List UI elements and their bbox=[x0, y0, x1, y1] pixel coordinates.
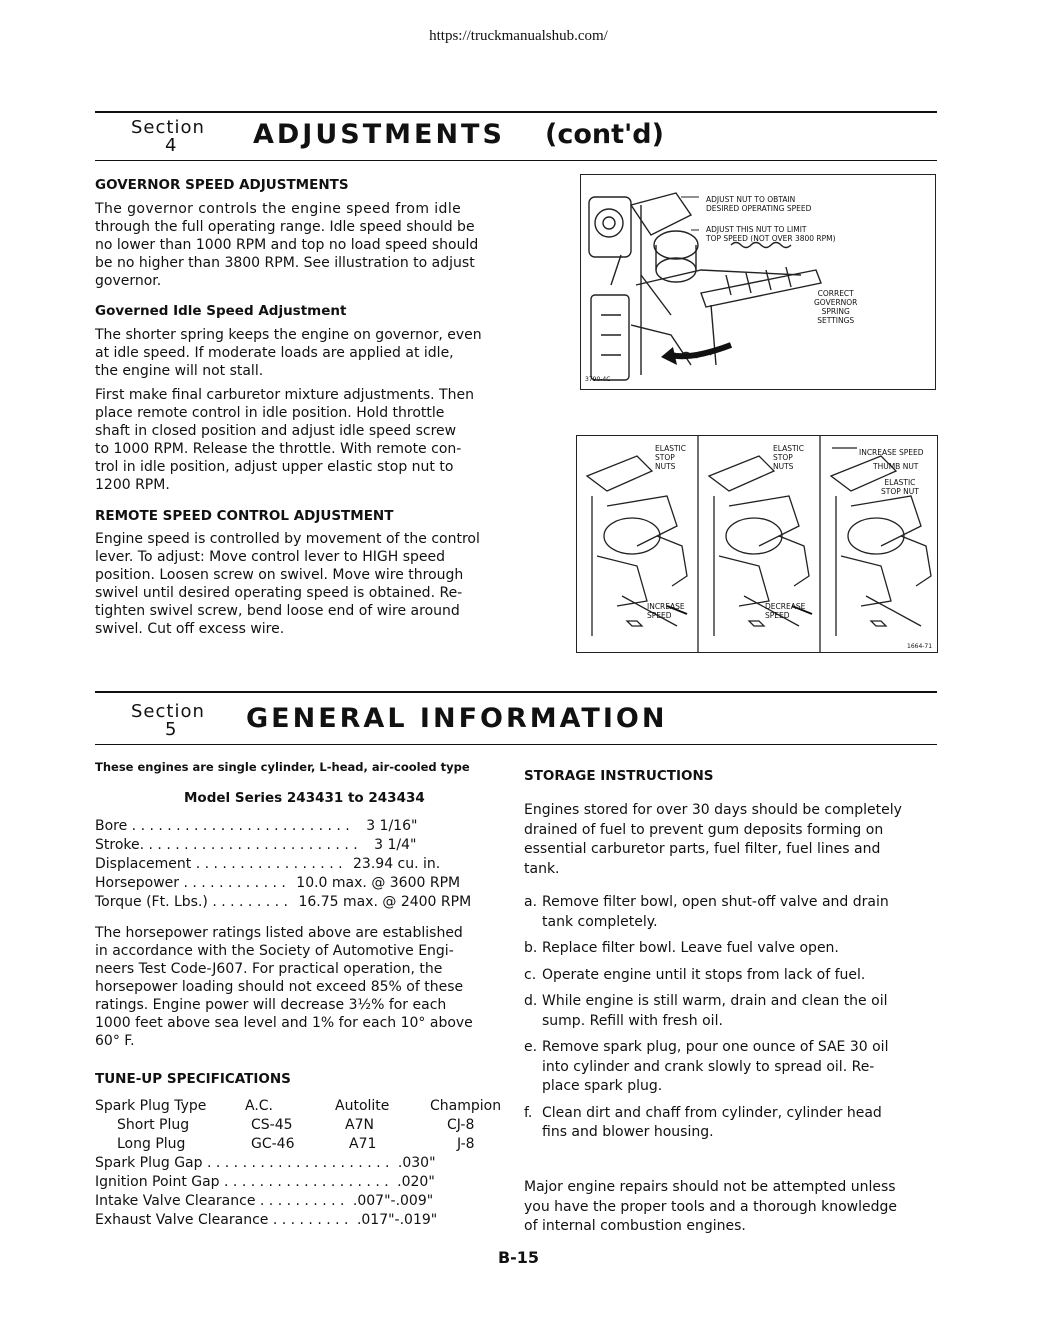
spark-plug-table-header: Spark Plug Type A.C. Autolite Champion bbox=[95, 1098, 502, 1114]
section5-word: Section bbox=[131, 701, 205, 722]
fig2-increase-speed: INCREASE SPEED bbox=[859, 448, 924, 457]
spec-spark-plug-gap: Spark Plug Gap . . . . . . . . . . . . . . . . . . . . . .030" bbox=[95, 1155, 436, 1171]
section4-bottom-rule bbox=[95, 160, 937, 161]
section5-title: GENERAL INFORMATION bbox=[246, 703, 668, 734]
model-series: Model Series 243431 to 243434 bbox=[184, 790, 425, 806]
spec-displacement: Displacement . . . . . . . . . . . . . . . . . 23.94 cu. in. bbox=[95, 856, 441, 872]
fig1-label-spring-settings: CORRECT GOVERNOR SPRING SETTINGS bbox=[814, 289, 858, 325]
storage-step-c: c. Operate engine until it stops from lack of fuel. bbox=[524, 966, 866, 983]
section5-bottom-rule bbox=[95, 744, 937, 745]
fig2-thumb-nut: THUMB NUT bbox=[873, 462, 919, 471]
idle-text-1: The shorter spring keeps the engine on governor, even at idle speed. If moderate loads are applied at idle, the engine will not stall. bbox=[95, 327, 482, 379]
section4-top-rule bbox=[95, 111, 937, 113]
spec-stroke: Stroke. . . . . . . . . . . . . . . . . . . . . . . . . 3 1/4" bbox=[95, 837, 417, 853]
fig1-label-desired-speed: ADJUST NUT TO OBTAIN DESIRED OPERATING SPEED bbox=[706, 195, 812, 213]
section5-top-rule bbox=[95, 691, 937, 693]
fig2-elastic-stop-nut: ELASTIC STOP NUT bbox=[881, 478, 919, 496]
remote-text: Engine speed is controlled by movement of the control lever. To adjust: Move control lever to HIGH speed position. Loosen screw on swivel. Move wire through swivel until desired operating speed is obtained. Re- tighten swivel screw, bend loose end of wire around swivel. Cut off excess wire. bbox=[95, 531, 480, 637]
speed-control-figure bbox=[576, 435, 938, 653]
engine-intro: These engines are single cylinder, L-head, air-cooled type bbox=[95, 760, 470, 774]
remote-heading: REMOTE SPEED CONTROL ADJUSTMENT bbox=[95, 508, 394, 524]
spec-torque: Torque (Ft. Lbs.) . . . . . . . . . 16.75 max. @ 2400 RPM bbox=[95, 894, 472, 910]
storage-step-d: d. While engine is still warm, drain and clean the oil sump. Refill with fresh oil. bbox=[524, 993, 888, 1029]
governor-heading: GOVERNOR SPEED ADJUSTMENTS bbox=[95, 177, 349, 193]
section4-title: ADJUSTMENTS bbox=[253, 119, 505, 150]
fig2-increase-label: INCREASE SPEED bbox=[647, 602, 685, 620]
engine-specs bbox=[95, 817, 505, 912]
storage-intro: Engines stored for over 30 days should be completely drained of fuel to prevent gum deposits forming on essential carburetor parts, fuel filter, fuel lines and tank. bbox=[524, 802, 902, 877]
section5-number: 5 bbox=[165, 719, 177, 740]
governor-spring-figure bbox=[580, 174, 936, 390]
spec-ignition-point-gap: Ignition Point Gap . . . . . . . . . . . . . . . . . . . .020" bbox=[95, 1174, 435, 1190]
spark-plug-table bbox=[95, 1097, 505, 1230]
tuneup-heading: TUNE-UP SPECIFICATIONS bbox=[95, 1071, 291, 1087]
page-number: B-15 bbox=[497, 1248, 540, 1267]
idle-text-2: First make final carburetor mixture adjustments. Then place remote control in idle position. Hold throttle shaft in closed position and adjust idle speed screw to 1000 RPM. Release the throttle. With remote con- trol in idle position, adjust upper elastic stop nut to 1200 RPM. bbox=[95, 387, 474, 493]
spark-plug-row-long: Long Plug GC-46 A71 J-8 bbox=[117, 1136, 475, 1152]
section4-number: 4 bbox=[165, 135, 177, 156]
fig2-code: 1664-71 bbox=[907, 643, 933, 650]
storage-steps bbox=[524, 893, 929, 1143]
fig1-code: 3790-4C bbox=[585, 376, 611, 383]
spark-plug-row-short: Short Plug CS-45 A7N CJ-8 bbox=[117, 1117, 475, 1133]
storage-heading: STORAGE INSTRUCTIONS bbox=[524, 768, 714, 784]
section4-contd: (cont'd) bbox=[545, 119, 664, 150]
fig2-elastic-stop-nuts-1: ELASTIC STOP NUTS bbox=[655, 444, 687, 471]
fig2-decrease-label: DECREASE SPEED bbox=[765, 602, 806, 620]
governor-text: The governor controls the engine speed from idle through the full operating range. Idle speed should be no lower than 1000 RPM and top no load speed should be no higher than 3800 RPM. See illustration to adjust governor. bbox=[95, 201, 479, 289]
source-url: https://truckmanualshub.com/ bbox=[429, 28, 608, 44]
fig2-elastic-stop-nuts-2: ELASTIC STOP NUTS bbox=[773, 444, 805, 471]
section4-word: Section bbox=[131, 117, 205, 138]
storage-closing: Major engine repairs should not be attempted unless you have the proper tools and a thorough knowledge of internal combustion engines. bbox=[524, 1179, 897, 1234]
storage-step-f: f. Clean dirt and chaff from cylinder, cylinder head fins and blower housing. bbox=[524, 1104, 882, 1140]
spec-intake-valve: Intake Valve Clearance . . . . . . . . . . .007"-.009" bbox=[95, 1193, 434, 1209]
storage-step-b: b. Replace filter bowl. Leave fuel valve open. bbox=[524, 940, 839, 956]
spec-bore: Bore . . . . . . . . . . . . . . . . . . . . . . . . . 3 1/16" bbox=[95, 818, 418, 834]
spec-horsepower: Horsepower . . . . . . . . . . . . 10.0 max. @ 3600 RPM bbox=[95, 875, 461, 891]
storage-step-e: e. Remove spark plug, pour one ounce of SAE 30 oil into cylinder and crank slowly to spread oil. Re- place spark plug. bbox=[524, 1039, 889, 1094]
fig1-label-limit-top-speed: ADJUST THIS NUT TO LIMIT TOP SPEED (NOT OVER 3800 RPM) bbox=[706, 225, 836, 243]
horsepower-text: The horsepower ratings listed above are established in accordance with the Society of Automotive Engi- neers Test Code-J607. For practical operation, the horsepower loading should not exceed 85% of these ratings. Engine power will decrease 3½% for each 1000 feet above sea level and 1% for each 10° above 60° F. bbox=[95, 925, 473, 1049]
spec-exhaust-valve: Exhaust Valve Clearance . . . . . . . . . .017"-.019" bbox=[95, 1212, 438, 1228]
idle-heading: Governed Idle Speed Adjustment bbox=[95, 303, 347, 319]
storage-step-a: a. Remove filter bowl, open shut-off valve and drain tank completely. bbox=[524, 894, 889, 930]
